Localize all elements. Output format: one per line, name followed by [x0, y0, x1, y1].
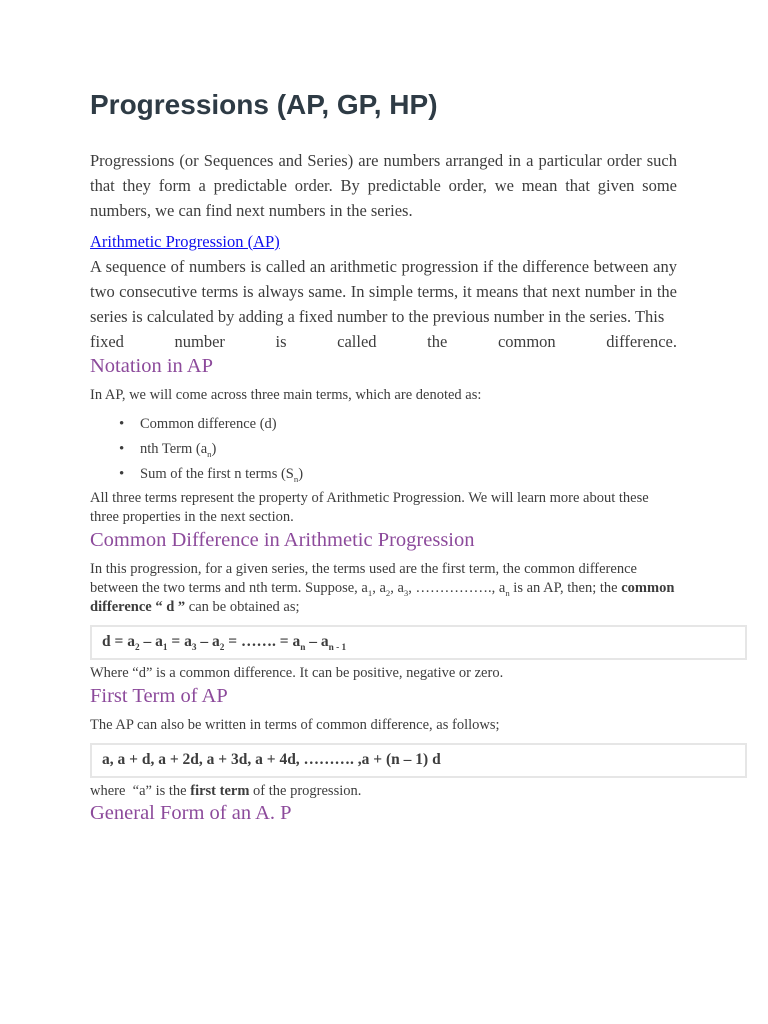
general-form-heading: General Form of an A. P [90, 802, 292, 825]
ap-description-last-line: fixed number is called the common difference. [90, 332, 677, 352]
bullet-item-nth-term: • nth Term $(a_n)$ [90, 439, 747, 460]
common-difference-paragraph: In this progression, for a given series, the terms used are the first term, the common difference between the two terms and nth term. Suppose, $a_1$, $a_2$, $a_3$, ……………., $a_n$ is an AP, then; the common difference “ d ” can be obtained as; [90, 560, 675, 616]
common-difference-heading: Common Difference in Arithmetic Progression [90, 528, 475, 551]
ap-section-paragraph [90, 229, 677, 329]
common-difference-formula-box [90, 625, 747, 660]
notation-bullet-list [90, 414, 747, 485]
arithmetic-progression-link[interactable]: Arithmetic Progression (AP) [90, 231, 280, 251]
first-term-heading: First Term of AP [90, 684, 228, 707]
first-term-note: where “a” is the first term of the progression. [90, 782, 362, 799]
first-term-intro: The AP can also be written in terms of common difference, as follows; [90, 716, 500, 733]
first-term-formula: a, a + d, a + 2d, a + 3d, a + 4d, ………. ,a + (n – 1) d [102, 750, 441, 768]
common-difference-formula: $d = a_2 - a_1 = a_3 - a_2$ = ……. = $a_n - a_{n - 1}$ [102, 633, 347, 654]
intro-paragraph: Progressions (or Sequences and Series) are numbers arranged in a particular order such that they form a predictable order. By predictable order, we mean that given some numbers, we can find next numbers in the series. [90, 150, 677, 220]
page-title: Progressions (AP, GP, HP) [90, 89, 438, 120]
notation-heading: Notation in AP [90, 355, 214, 378]
bullet-item-common-difference: • Common difference (d) [90, 414, 747, 435]
first-term-formula-box [90, 743, 747, 778]
common-difference-note: Where “d” is a common difference. It can be positive, negative or zero. [90, 665, 504, 682]
notation-intro: In AP, we will come across three main terms, which are denoted as: [90, 387, 482, 404]
notation-outro: All three terms represent the property of Arithmetic Progression. We will learn more about these three properties in the next section. [90, 489, 649, 526]
ap-description-text: A sequence of numbers is called an arithmetic progression if the difference between any two consecutive terms is always same. In simple terms, it means that next number in the series is calculated by adding a fixed number to the previous number in the series. This [90, 256, 677, 327]
bullet-item-sum-first-n-terms: • Sum of the first n terms $(S_n)$ [90, 464, 747, 485]
